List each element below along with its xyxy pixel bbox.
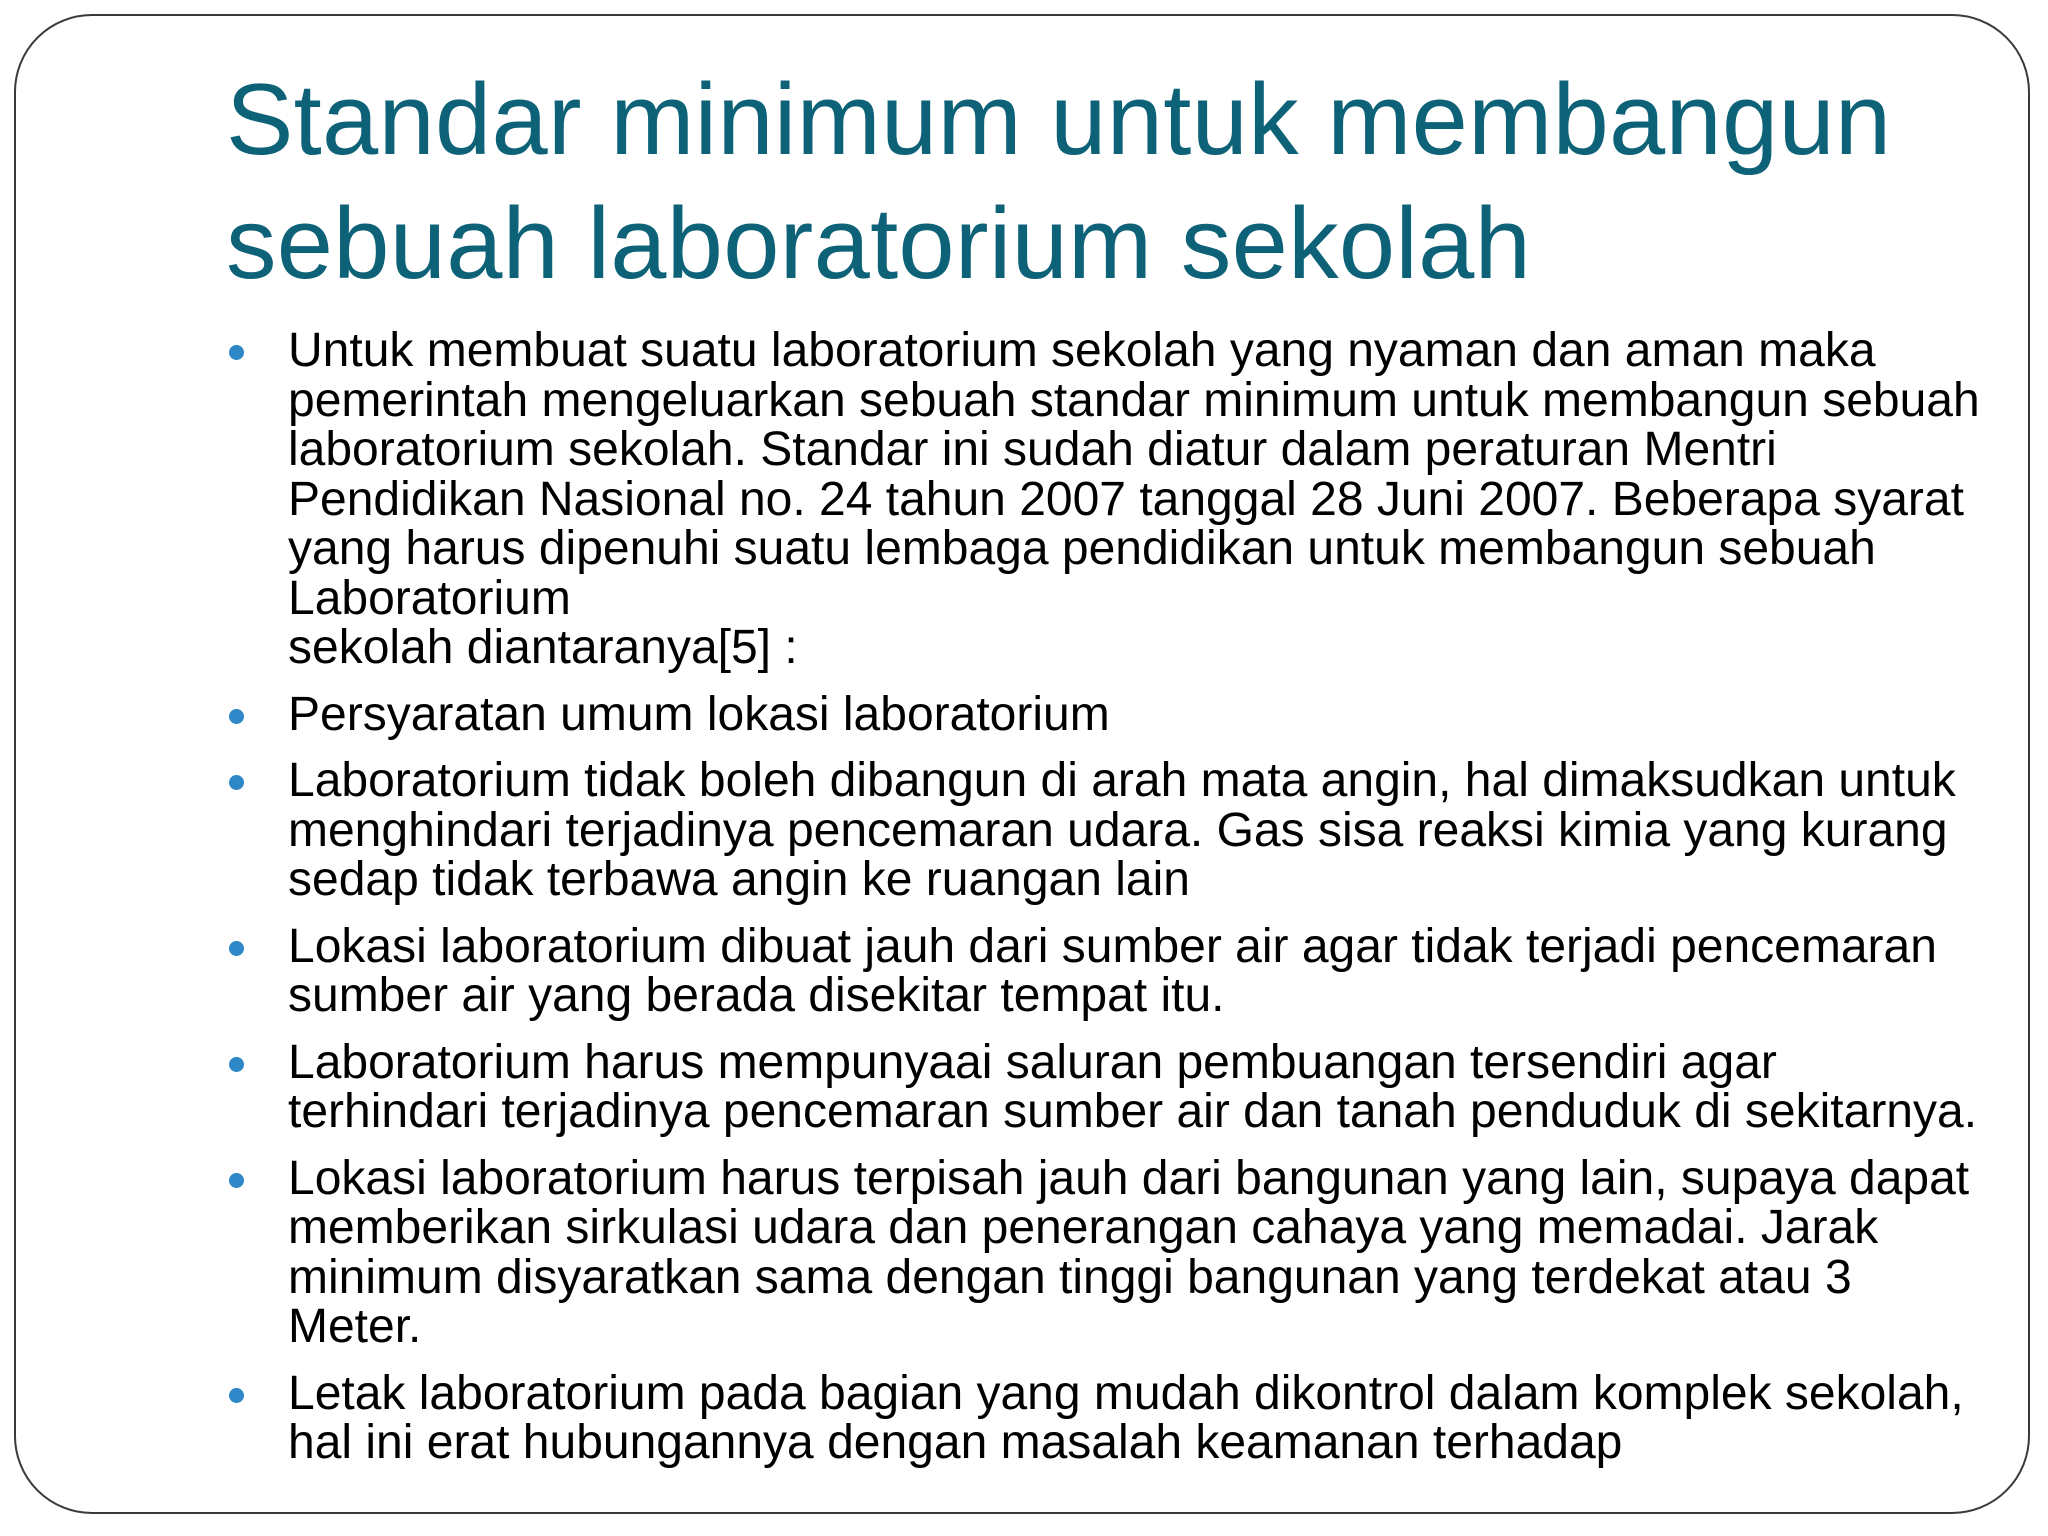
bullet-text: Lokasi laboratorium harus terpisah jauh dari bangunan yang lain, supaya dapat memberikan sirkulasi udara dan penerangan cahaya yang memadai. Jarak minimum disyaratkan sama dengan tinggi bangunan yang terdekat atau 3 Meter. xyxy=(288,1151,1970,1353)
bullet-dot-icon xyxy=(229,1057,244,1072)
bullet-text: Lokasi laboratorium dibuat jauh dari sumber air agar tidak terjadi pencemaran sumber air yang berada disekitar tempat itu. xyxy=(288,919,1937,1022)
list-item xyxy=(226,1151,1986,1353)
bullet-dot-icon xyxy=(229,1173,244,1188)
slide-title: Standar minimum untuk membangun sebuah laboratorium sekolah xyxy=(226,64,1892,300)
bullet-text: Untuk membuat suatu laboratorium sekolah yang nyaman dan aman maka pemerintah mengeluarkan sebuah standar minimum untuk membangun sebuah laboratorium sekolah. Standar ini sudah diatur dalam peraturan Mentri Pendidikan Nasional no. 24 tahun 2007 tanggal 28 Juni 2007. Beberapa syarat yang harus dipenuhi suatu lembaga pendidikan untuk membangun sebuah Laboratorium sekolah diantaranya[5] : xyxy=(288,324,1980,674)
bullet-text: Persyaratan umum lokasi laboratorium xyxy=(288,687,1110,741)
list-item xyxy=(226,756,1986,905)
list-item xyxy=(226,326,1986,673)
list-item xyxy=(226,687,1986,741)
bullet-dot-icon xyxy=(229,775,244,790)
list-item xyxy=(226,1035,1986,1138)
list-item xyxy=(226,919,1986,1022)
bullet-text: Letak laboratorium pada bagian yang mudah dikontrol dalam komplek sekolah, hal ini erat hubungannya dengan masalah keamanan terhadap xyxy=(288,1366,1964,1469)
bullet-list xyxy=(226,326,1986,1485)
bullet-text: Laboratorium tidak boleh dibangun di arah mata angin, hal dimaksudkan untuk menghindari terjadinya pencemaran udara. Gas sisa reaksi kimia yang kurang sedap tidak terbawa angin ke ruangan lain xyxy=(288,754,1956,906)
bullet-dot-icon xyxy=(229,709,244,724)
bullet-dot-icon xyxy=(229,1388,244,1403)
bullet-text: Laboratorium harus mempunyaai saluran pembuangan tersendiri agar terhindari terjadinya pencemaran sumber air dan tanah penduduk di sekitarnya. xyxy=(288,1035,1978,1138)
list-item xyxy=(226,1366,1986,1469)
bullet-dot-icon xyxy=(229,345,244,360)
bullet-dot-icon xyxy=(229,941,244,956)
